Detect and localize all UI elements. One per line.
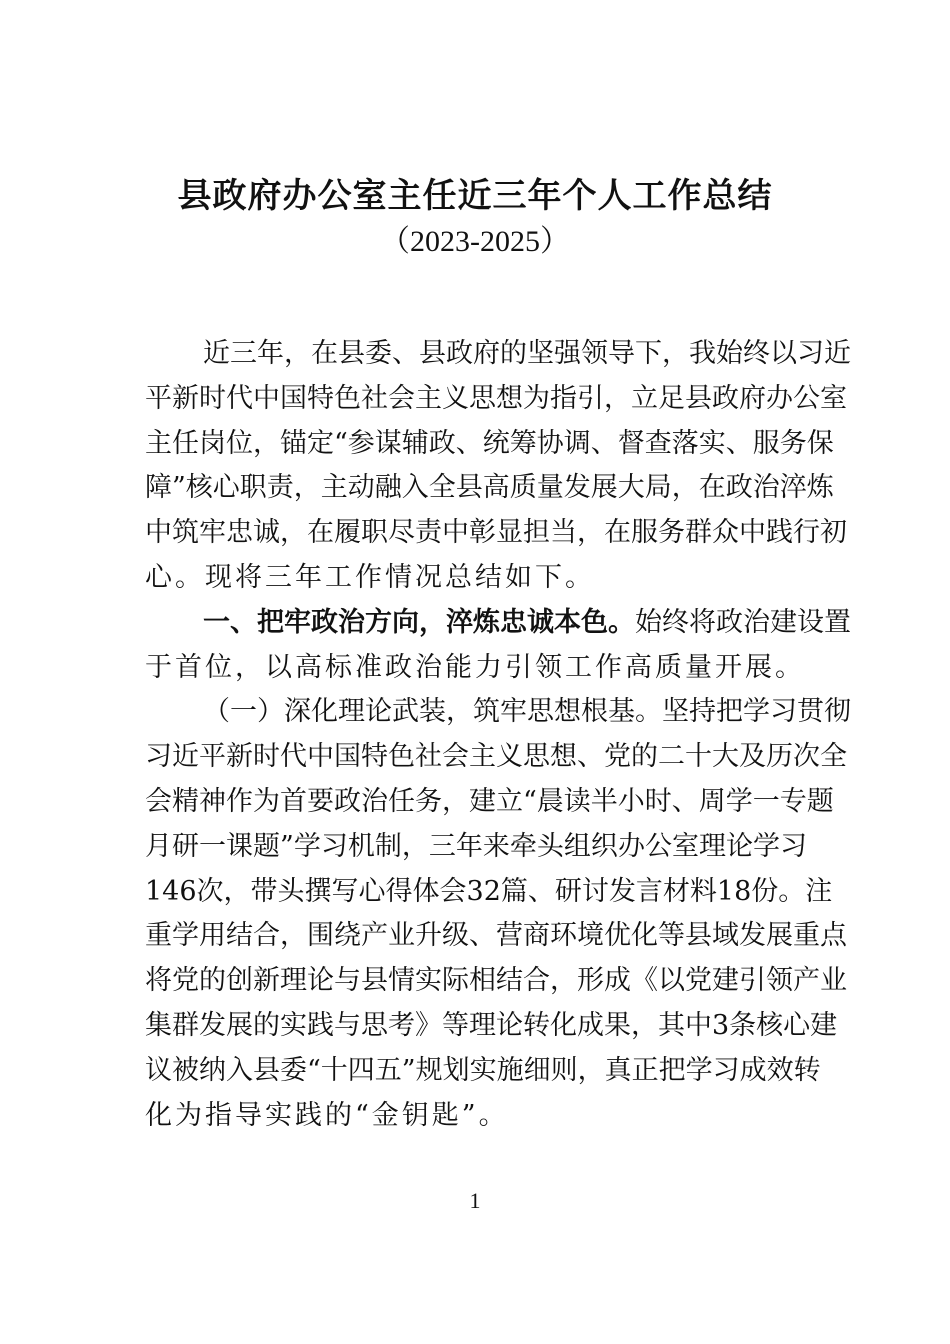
paragraph-subsection-1 — [145, 690, 851, 1138]
text-line: （一）深化理论武装，筑牢思想根基。坚持把学习贯彻 — [203, 696, 851, 728]
text-line: 议被纳入县委“十四五”规划实施细则，真正把学习成效转 — [145, 1054, 821, 1086]
text-line — [145, 601, 851, 646]
paragraph-section-1 — [145, 601, 851, 691]
text-line: 平新时代中国特色社会主义思想为指引，立足县政府办公室 — [145, 382, 847, 414]
document-subtitle: （2023-2025） — [380, 225, 570, 258]
document-title: 县政府办公室主任近三年个人工作总结 — [177, 176, 773, 216]
text-line: 146次，带头撰写心得体会32篇、研讨发言材料18份。注 — [145, 875, 833, 907]
text-line: 心。现将三年工作情况总结如下。 — [145, 561, 595, 593]
text-line: 主任岗位，锚定“参谋辅政、统筹协调、督查落实、服务保 — [145, 427, 834, 459]
text-line: 将党的创新理论与县情实际相结合，形成《以党建引领产业 — [145, 965, 847, 997]
text-line: 会精神作为首要政治任务，建立“晨读半小时、周学一专题 — [145, 785, 834, 817]
text-line: 于首位，以高标准政治能力引领工作高质量开展。 — [145, 651, 805, 683]
paragraph-intro — [145, 332, 851, 601]
text-line: 化为指导实践的“金钥匙”。 — [145, 1099, 509, 1131]
section-text: 始终将政治建设置 — [635, 606, 851, 638]
text-line: 月研一课题”学习机制，三年来牵头组织办公室理论学习 — [145, 830, 807, 862]
document-body — [145, 332, 851, 1138]
text-line: 中筑牢忠诚，在履职尽责中彰显担当，在服务群众中践行初 — [145, 517, 847, 549]
text-line: 障”核心职责，主动融入全县高质量发展大局，在政治淬炼 — [145, 472, 834, 504]
text-line: 习近平新时代中国特色社会主义思想、党的二十大及历次全 — [145, 741, 847, 773]
page-number: 1 — [469, 1188, 481, 1213]
section-heading: 一、把牢政治方向，淬炼忠诚本色。 — [203, 606, 635, 638]
text-line: 近三年，在县委、县政府的坚强领导下，我始终以习近 — [203, 338, 851, 369]
text-line: 集群发展的实践与思考》等理论转化成果，其中3条核心建 — [145, 1009, 838, 1041]
text-line: 重学用结合，围绕产业升级、营商环境优化等县域发展重点 — [145, 920, 847, 952]
